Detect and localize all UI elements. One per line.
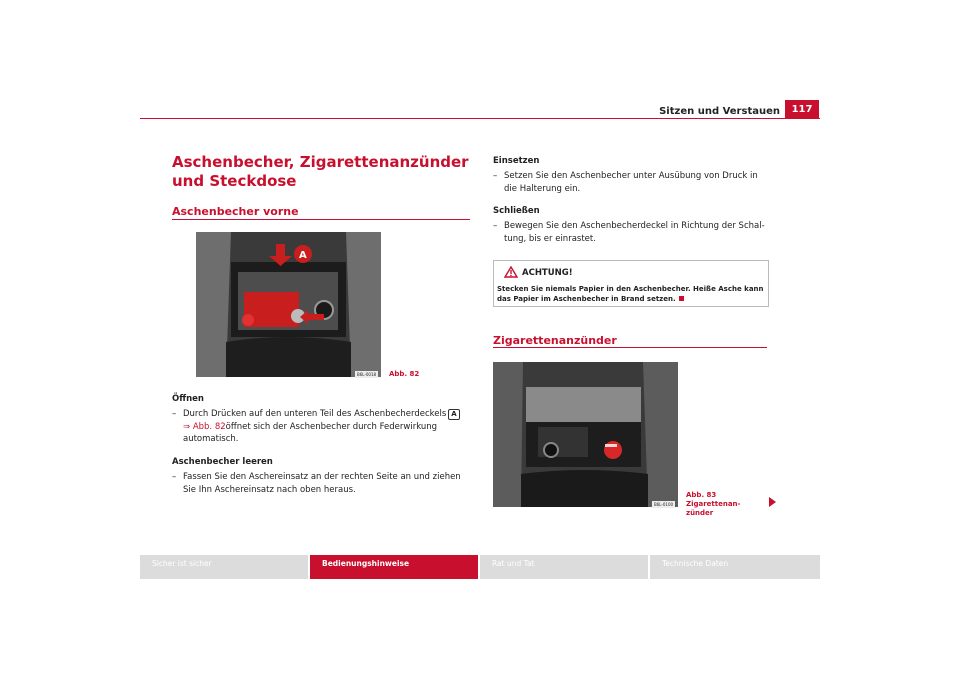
next-page-arrow-icon[interactable] [769,497,776,507]
insert-step: – Setzen Sie den Aschenbecher unter Ausübung von Druck in die Halterung ein. [493,170,769,195]
footer-tab-tips[interactable]: Rat und Tat [480,555,648,579]
xref-arrow[interactable]: ⇒ [183,421,191,432]
section-divider [172,219,470,220]
empty-step: – Fassen Sie den Aschereinsatz an der rechten Seite an und ziehen Sie Ihn Aschereinsatz nach oben heraus. [172,471,470,496]
ashtray-illustration [196,232,381,377]
figure-cigarette-lighter [493,362,678,507]
figure-caption: Abb. 82 [389,370,420,378]
page-title: Aschenbecher, Zigarettenanzünder und Steckdose [172,153,469,190]
warning-title: ACHTUNG! [522,268,573,278]
figure-caption: Abb. 83 Zigarettenan-zünder [686,491,741,517]
end-marker-icon [679,296,684,301]
open-heading: Öffnen [172,394,204,404]
footer-tab-operation[interactable]: Bedienungshinweise [310,555,478,579]
figure-code: B6L-0018 [357,372,377,377]
close-step: – Bewegen Sie den Aschenbecherdeckel in Richtung der Schal-tung, bis er einrastet. [493,220,769,245]
page-number: 117 [785,100,819,118]
warning-text: Stecken Sie niemals Papier in den Aschenbecher. Heiße Asche kann das Papier im Aschenbecher in Brand setzen. [497,285,764,303]
figure-reference-link[interactable]: Abb. 82 [192,421,226,432]
warning-icon [504,266,518,278]
insert-heading: Einsetzen [493,156,540,166]
open-step-text: Durch Drücken auf den unteren Teil des Aschenbecherdeckels [183,409,447,419]
open-step: – Durch Drücken auf den unteren Teil des Aschenbecherdeckels A ⇒ Abb. 82öffnet sich der Aschenbecher durch Federwirkung automatisch. [172,408,470,446]
callout-label: A [299,250,307,261]
running-header: Sitzen und Verstauen [659,106,780,117]
footer-tab-safety[interactable]: Sicher ist sicher [140,555,308,579]
empty-heading: Aschenbecher leeren [172,457,273,467]
close-heading: Schließen [493,206,540,216]
empty-step-text: Fassen Sie den Aschereinsatz an der rechten Seite an und ziehen Sie Ihn Aschereinsatz nach oben heraus. [183,472,461,495]
figure-code: B6L-0100 [654,502,674,507]
lighter-illustration [493,362,678,507]
insert-step-text: Setzen Sie den Aschenbecher unter Ausübung von Druck in die Halterung ein. [504,171,758,194]
callout-badge-a: A [448,409,459,420]
warning-box [493,260,769,307]
footer-tab-technical-data[interactable]: Technische Daten [650,555,820,579]
section-heading-lighter: Zigarettenanzünder [493,334,617,347]
section-divider [493,347,767,348]
header-divider [140,118,820,119]
warning-text-wrap [497,284,765,304]
section-heading-front-ashtray: Aschenbecher vorne [172,205,299,218]
figure-front-ashtray [196,232,381,377]
open-step-text-continued: öffnet sich der Aschenbecher durch Federwirkung automatisch. [183,421,438,444]
close-step-text: Bewegen Sie den Aschenbecherdeckel in Richtung der Schal-tung, bis er einrastet. [504,221,765,244]
